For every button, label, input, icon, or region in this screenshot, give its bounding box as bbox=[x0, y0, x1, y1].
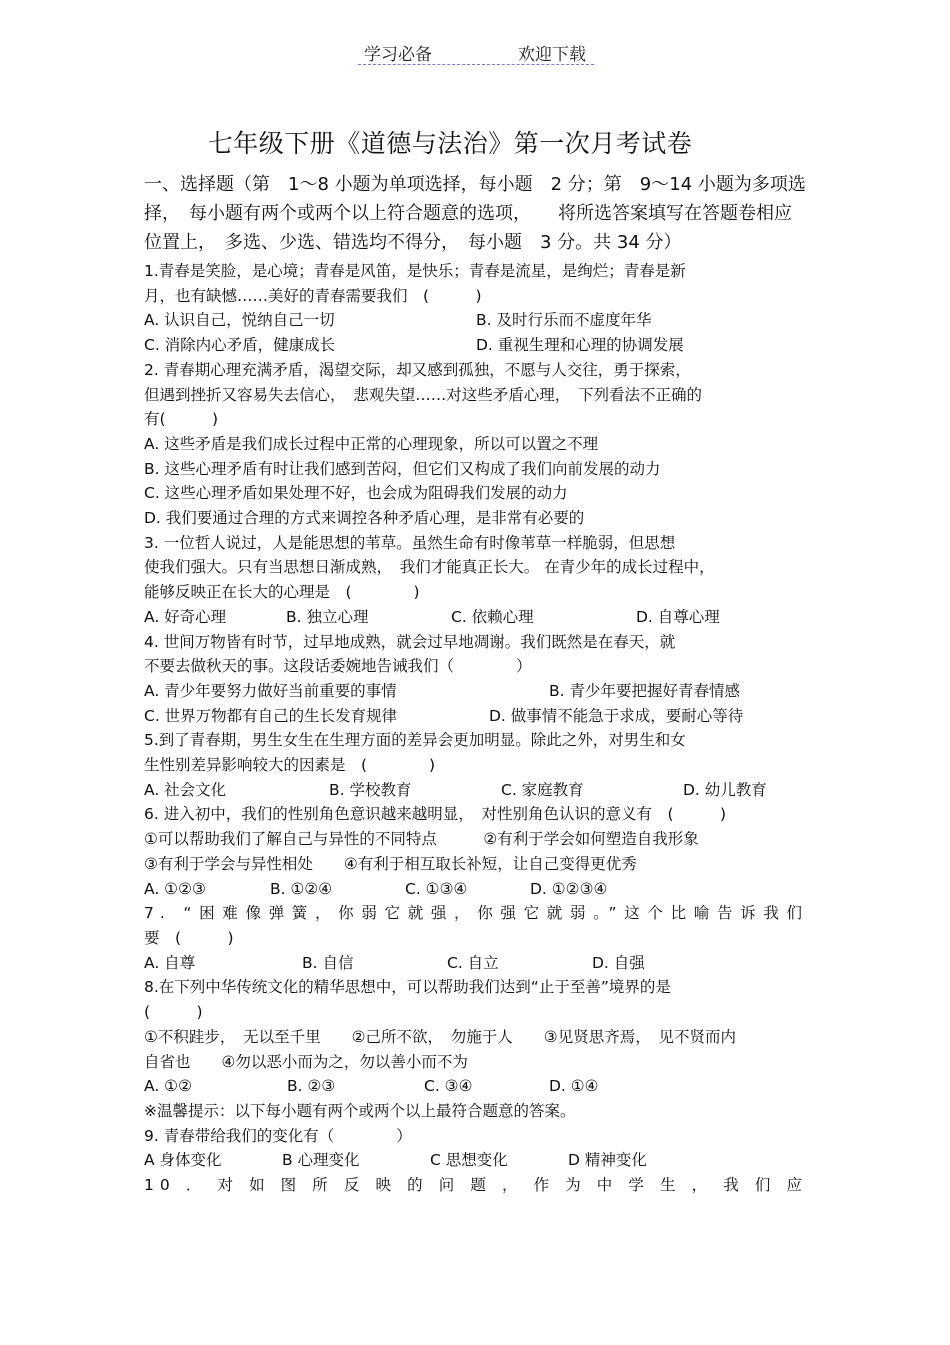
question-text: 5.到了青春期，男生女生在生理方面的差异会更加明显。除此之外，对男生和女 bbox=[144, 731, 686, 750]
options-row bbox=[144, 704, 808, 729]
option-d: D. ①④ bbox=[549, 1077, 599, 1096]
option-a: A. 好奇心理 bbox=[144, 607, 227, 626]
question-text: 6. 进入初中，我们的性别角色意识越来越明显， 对性别角色认识的意义有 ( ) bbox=[144, 805, 727, 824]
question-4 bbox=[144, 630, 808, 729]
option-a: A. ①②③ bbox=[144, 879, 206, 898]
question-text: 8.在下列中华传统文化的精华思想中，可以帮助我们达到“止于至善”境界的是 bbox=[144, 978, 671, 997]
question-text: 但遇到挫折又容易失去信心， 悲观失望……对这些矛盾心理， 下列看法不正确的 bbox=[144, 385, 703, 404]
exam-body bbox=[144, 170, 808, 1198]
option-d: D. ①②③④ bbox=[530, 879, 608, 898]
question-10 bbox=[144, 1173, 808, 1198]
question-text: 自省也 ④勿以恶小而为之，勿以善小而不为 bbox=[144, 1052, 468, 1071]
option-c: C. ③④ bbox=[424, 1077, 473, 1096]
question-9 bbox=[144, 1124, 808, 1173]
option-d: D. 做事情不能急于求成，要耐心等待 bbox=[489, 706, 744, 725]
options-row bbox=[144, 1074, 808, 1099]
question-text: 生性别差异影响较大的因素是 ( ) bbox=[144, 756, 436, 775]
option-c: C. 家庭教育 bbox=[501, 780, 584, 799]
question-2 bbox=[144, 358, 808, 531]
question-6 bbox=[144, 802, 808, 901]
header-divider bbox=[358, 64, 594, 65]
options-row bbox=[144, 778, 808, 803]
question-text: 2. 青春期心理充满矛盾，渴望交际，却又感到孤独，不愿与人交往，勇于探索， bbox=[144, 360, 691, 379]
section-instructions: 一、选择题（第 1～8 小题为单项选择，每小题 2 分；第 9～14 小题为多项选择， 每小题有两个或两个以上符合题意的选项， 将所选答案填写在答题卷相应位置上， 多选、少选、错选均不得分， 每小题 3 分。共 34 分） bbox=[144, 174, 806, 253]
question-text: ③有利于学会与异性相处 ④有利于相互取长补短，让自己变得更优秀 bbox=[144, 854, 637, 873]
question-8 bbox=[144, 975, 808, 1099]
options-row bbox=[144, 308, 808, 333]
option-d: D. 我们要通过合理的方式来调控各种矛盾心理，是非常有必要的 bbox=[144, 509, 585, 528]
option-d: D. 重视生理和心理的协调发展 bbox=[476, 336, 684, 355]
option-d: D. 自尊心理 bbox=[636, 607, 720, 626]
options-row bbox=[144, 333, 808, 358]
question-text: 使我们强大。只有当思想日渐成熟， 我们才能真正长大。 在青少年的成长过程中， bbox=[144, 558, 715, 577]
option-b: B. 独立心理 bbox=[286, 607, 369, 626]
option-b: B. 自信 bbox=[302, 953, 354, 972]
question-text: 9. 青春带给我们的变化有（ ） bbox=[144, 1126, 412, 1145]
question-text: 月，也有缺憾……美好的青春需要我们 ( ) bbox=[144, 286, 482, 305]
options-row bbox=[144, 605, 808, 630]
question-text: ①可以帮助我们了解自己与异性的不同特点 ②有利于学会如何塑造自我形象 bbox=[144, 830, 699, 849]
option-b: B. ②③ bbox=[287, 1077, 336, 1096]
question-text: 有( ) bbox=[144, 410, 219, 429]
question-text: 7. “困难像弹簧，你弱它就强，你强它就弱。”这个比喻告诉我们 bbox=[144, 904, 808, 923]
option-a: A. 这些矛盾是我们成长过程中正常的心理现象，所以可以置之不理 bbox=[144, 434, 599, 453]
question-1 bbox=[144, 259, 808, 358]
option-c: C. 这些心理矛盾如果处理不好，也会成为阻碍我们发展的动力 bbox=[144, 484, 568, 503]
option-c: C. ①③④ bbox=[405, 879, 468, 898]
question-3 bbox=[144, 531, 808, 630]
question-text: 能够反映正在长大的心理是 ( ) bbox=[144, 583, 420, 602]
option-d: D. 自强 bbox=[592, 953, 645, 972]
question-text: ( ) bbox=[144, 1003, 203, 1022]
options-row bbox=[144, 951, 808, 976]
option-c: C. 依赖心理 bbox=[451, 607, 534, 626]
options-row bbox=[144, 877, 808, 902]
option-c: C. 消除内心矛盾，健康成长 bbox=[144, 336, 336, 355]
option-a: A. 社会文化 bbox=[144, 780, 227, 799]
option-c: C. 世界万物都有自己的生长发育规律 bbox=[144, 706, 398, 725]
page-title: 七年级下册《道德与法治》第一次月考试卷 bbox=[207, 129, 693, 158]
page-header bbox=[0, 40, 950, 65]
question-text: 4. 世间万物皆有时节，过早地成熟，就会过早地凋谢。我们既然是在春天，就 bbox=[144, 632, 676, 651]
options-row bbox=[144, 679, 808, 704]
option-b: B. 及时行乐而不虚度年华 bbox=[476, 311, 652, 330]
option-a: A. 青少年要努力做好当前重要的事情 bbox=[144, 681, 397, 700]
question-text: 1.青春是笑脸，是心境；青春是风笛，是快乐；青春是流星，是绚烂；青春是新 bbox=[144, 262, 686, 280]
option-a: A. 自尊 bbox=[144, 953, 196, 972]
option-c: C 思想变化 bbox=[430, 1151, 508, 1170]
question-text: 3. 一位哲人说过，人是能思想的苇草。虽然生命有时像苇草一样脆弱，但思想 bbox=[144, 533, 676, 552]
option-a: A. 认识自己，悦纳自己一切 bbox=[144, 311, 335, 330]
tip-text: ※温馨提示：以下每小题有两个或两个以上最符合题意的答案。 bbox=[144, 1101, 576, 1120]
question-text: 要 ( ) bbox=[144, 928, 234, 947]
option-c: C. 自立 bbox=[447, 953, 499, 972]
option-a: A 身体变化 bbox=[144, 1151, 222, 1170]
question-5 bbox=[144, 728, 808, 802]
option-a: A. ①② bbox=[144, 1077, 192, 1096]
option-b: B 心理变化 bbox=[282, 1151, 360, 1170]
option-d: D 精神变化 bbox=[568, 1151, 647, 1170]
question-text: 10．对如图所反映的问题，作为中学生，我们应 bbox=[144, 1176, 808, 1195]
header-right: 欢迎下载 bbox=[518, 45, 586, 65]
question-7 bbox=[144, 901, 808, 975]
header-left: 学习必备 bbox=[364, 45, 432, 65]
option-b: B. 学校教育 bbox=[329, 780, 412, 799]
option-b: B. 青少年要把握好青春情感 bbox=[549, 681, 740, 700]
option-b: B. 这些心理矛盾有时让我们感到苦闷，但它们又构成了我们向前发展的动力 bbox=[144, 459, 661, 478]
options-row bbox=[144, 1148, 808, 1173]
question-text: ①不积跬步， 无以至千里 ②己所不欲， 勿施于人 ③见贤思齐焉， 见不贤而内 bbox=[144, 1027, 736, 1046]
option-d: D. 幼儿教育 bbox=[683, 780, 767, 799]
question-text: 不要去做秋天的事。这段话委婉地告诫我们（ ） bbox=[144, 657, 532, 676]
option-b: B. ①②④ bbox=[270, 879, 333, 898]
